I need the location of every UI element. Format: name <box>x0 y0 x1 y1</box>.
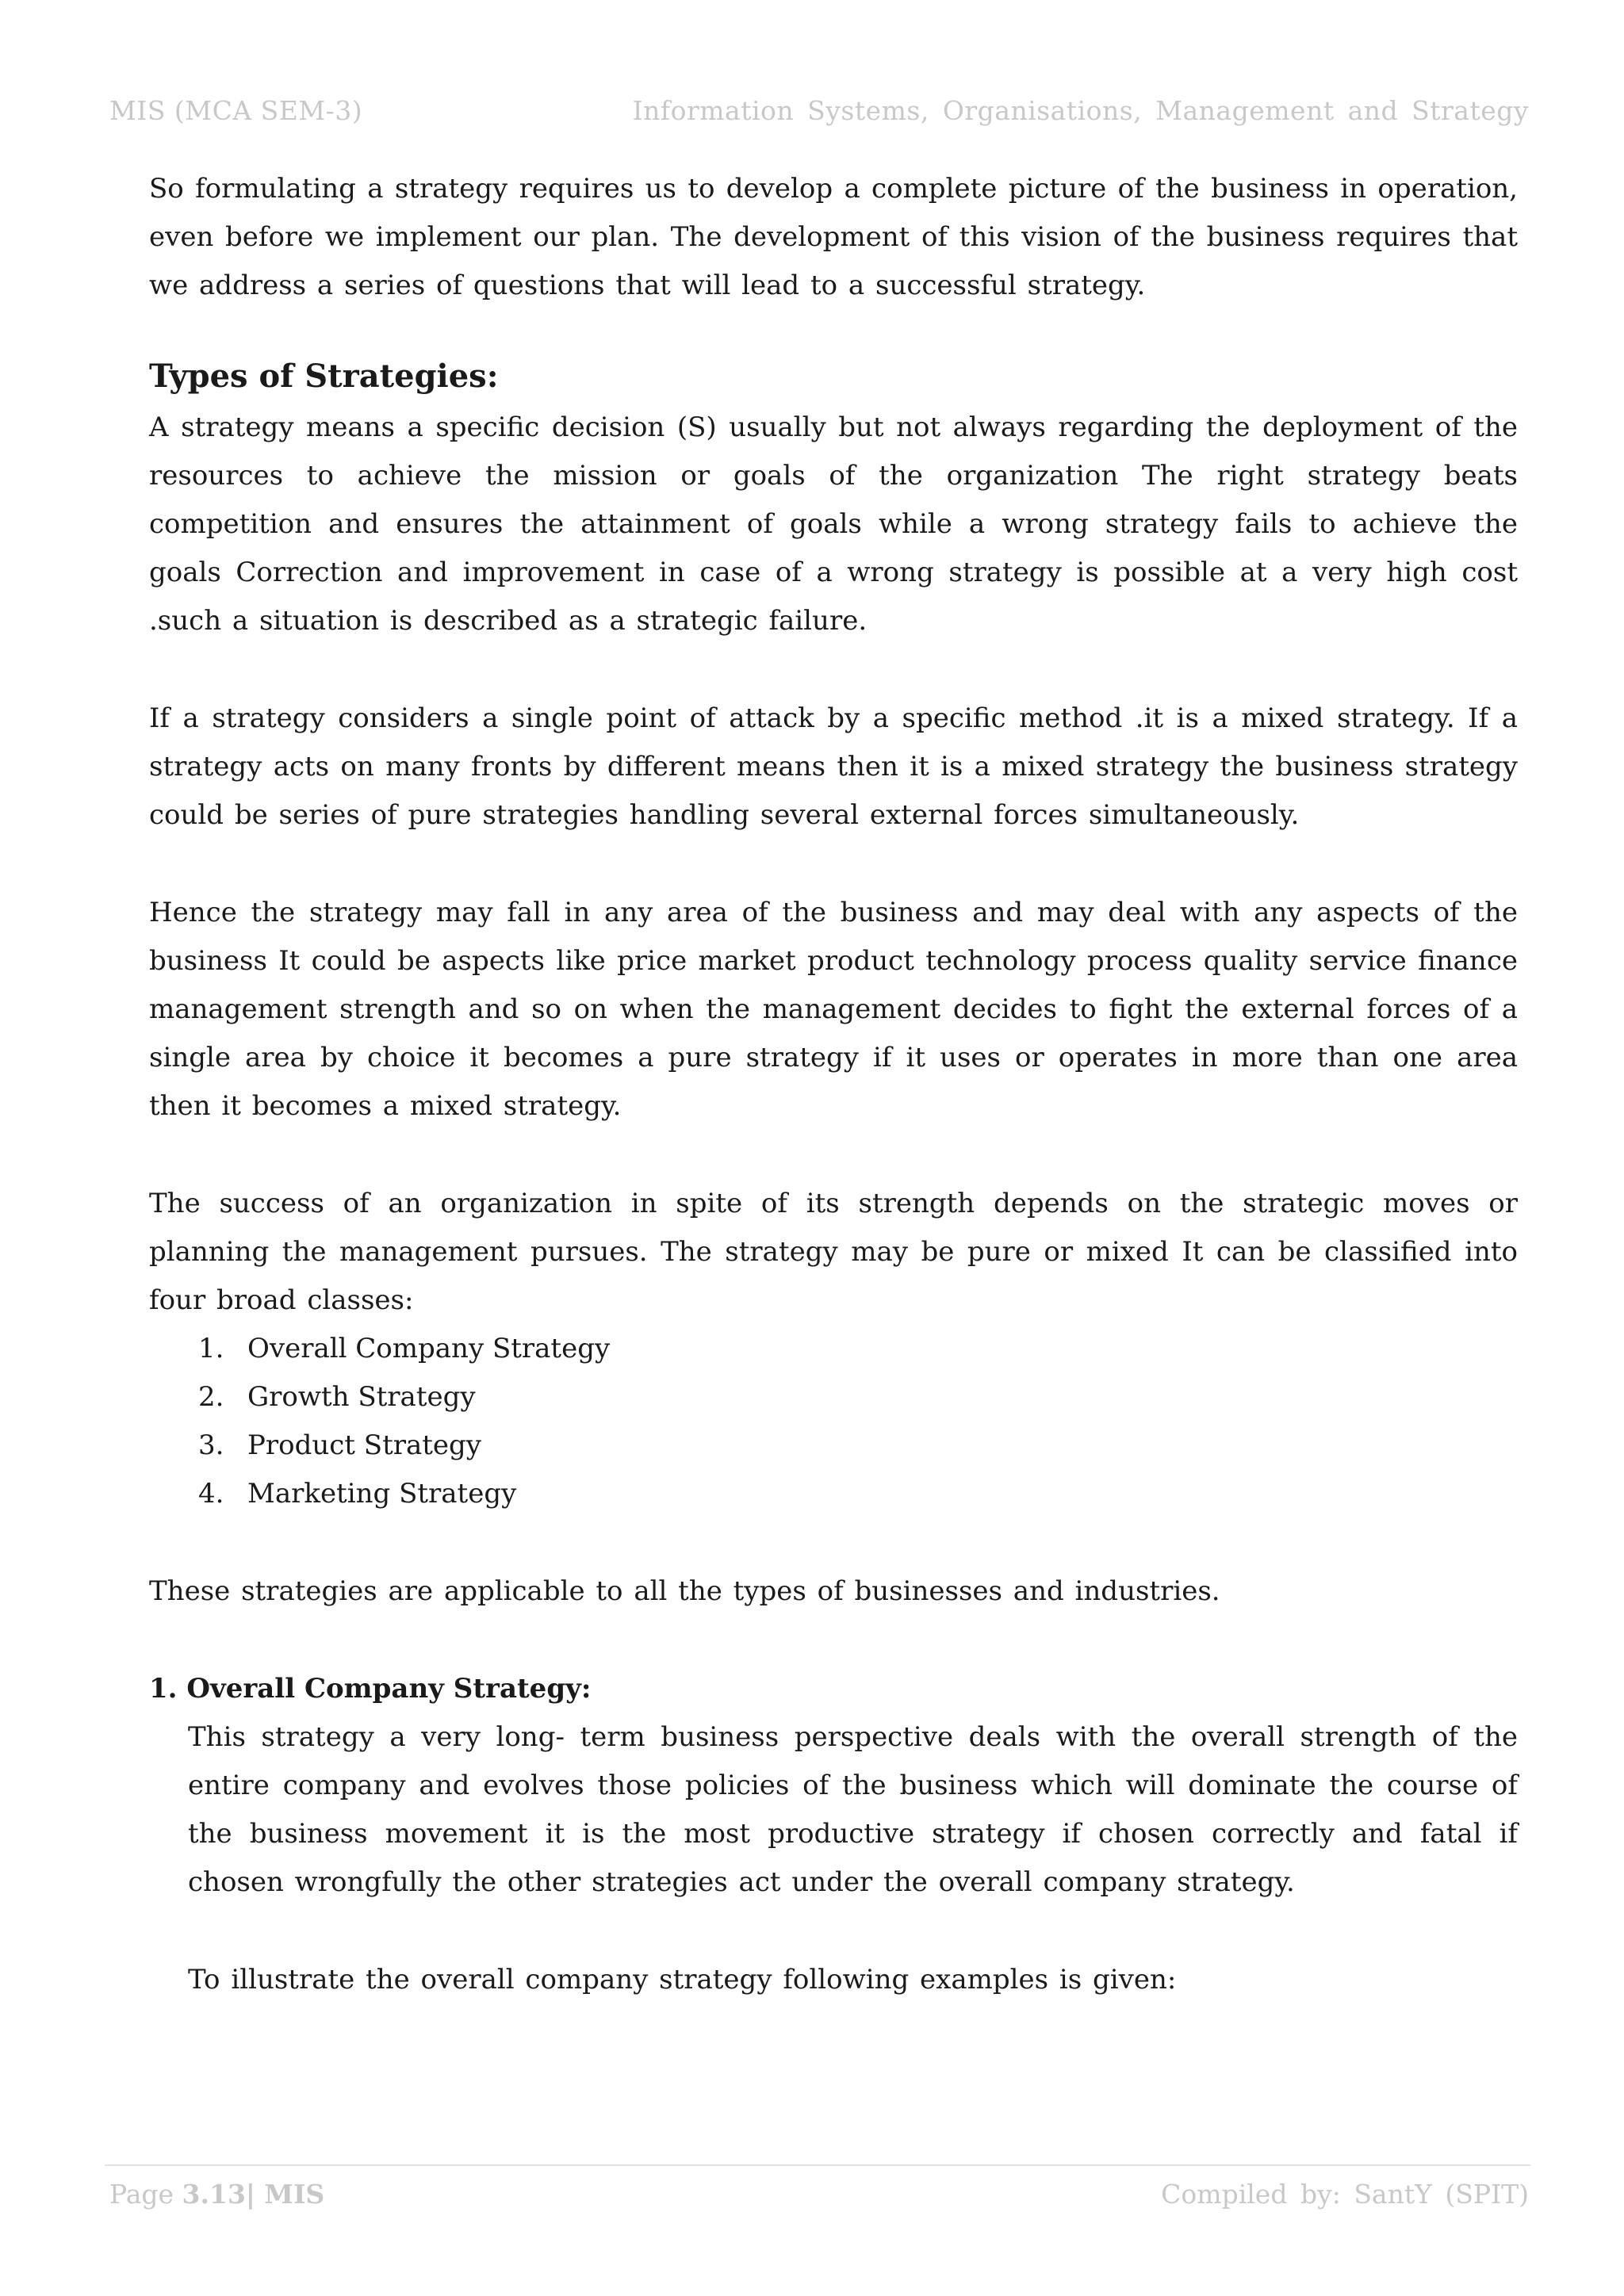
list-item: 3. Product Strategy <box>198 1429 482 1461</box>
page-header <box>109 95 1529 130</box>
illustration-paragraph: To illustrate the overall company strategy following examples is given: <box>188 1964 1177 1996</box>
header-chapter-title: Information Systems, Organisations, Management and Strategy <box>632 95 1529 126</box>
list-item: 1. Overall Company Strategy <box>198 1333 611 1364</box>
strategy-areas-paragraph: Hence the strategy may fall in any area of the business and may deal with any aspects of the business It could be aspects like price market product technology process quality service finance management strength and so on when the management decides to fight the external forces of a single area by choice it becomes a pure strategy if it uses or operates in more than one area then it becomes a mixed strategy. <box>149 897 1518 1122</box>
intro-paragraph: So formulating a strategy requires us to develop a complete picture of the business in operation, even before we implement our plan. The development of this vision of the business requires that we address a series of questions that will lead to a successful strategy. <box>149 173 1518 301</box>
header-course-title: MIS (MCA SEM-3) <box>109 95 363 126</box>
footer-page-number: Page 3.13| MIS <box>109 2179 325 2210</box>
success-paragraph: The success of an organization in spite of its strength depends on the strategic moves or planning the management pursues. The strategy may be pure or mixed It can be classified into four broad classes: <box>149 1188 1518 1316</box>
footer-divider <box>105 2164 1530 2166</box>
overall-company-strategy-heading: 1. Overall Company Strategy: <box>149 1673 592 1705</box>
document-body <box>149 165 1518 2004</box>
page-footer <box>109 2179 1529 2214</box>
pure-mixed-paragraph: If a strategy considers a single point of attack by a specific method .it is a mixed strategy. If a strategy acts on many fronts by different means then it is a mixed strategy the business strategy could be series of pure strategies handling several external forces simultaneously. <box>149 702 1518 831</box>
list-item: 4. Marketing Strategy <box>198 1478 517 1510</box>
applicability-paragraph: These strategies are applicable to all the types of businesses and industries. <box>149 1575 1220 1607</box>
types-of-strategies-heading: Types of Strategies: <box>149 358 499 395</box>
footer-compiled-by: Compiled by: SantY (SPIT) <box>1161 2179 1529 2210</box>
strategy-classes-list <box>149 1325 1518 1518</box>
list-item: 2. Growth Strategy <box>198 1381 476 1413</box>
strategy-definition-paragraph: A strategy means a specific decision (S) usually but not always regarding the deployment of the resources to achieve the mission or goals of the organization The right strategy beats competition and ensures the attainment of goals while a wrong strategy fails to achieve the goals Correction and improvement in case of a wrong strategy is possible at a very high cost .such a situation is described as a strategic failure. <box>149 411 1518 637</box>
overall-company-strategy-paragraph: This strategy a very long- term business perspective deals with the overall strength of the entire company and evolves those policies of the business which will dominate the course of the business movement it is the most productive strategy if chosen correctly and fatal if chosen wrongfully the other strategies act under the overall company strategy. <box>188 1721 1518 1898</box>
